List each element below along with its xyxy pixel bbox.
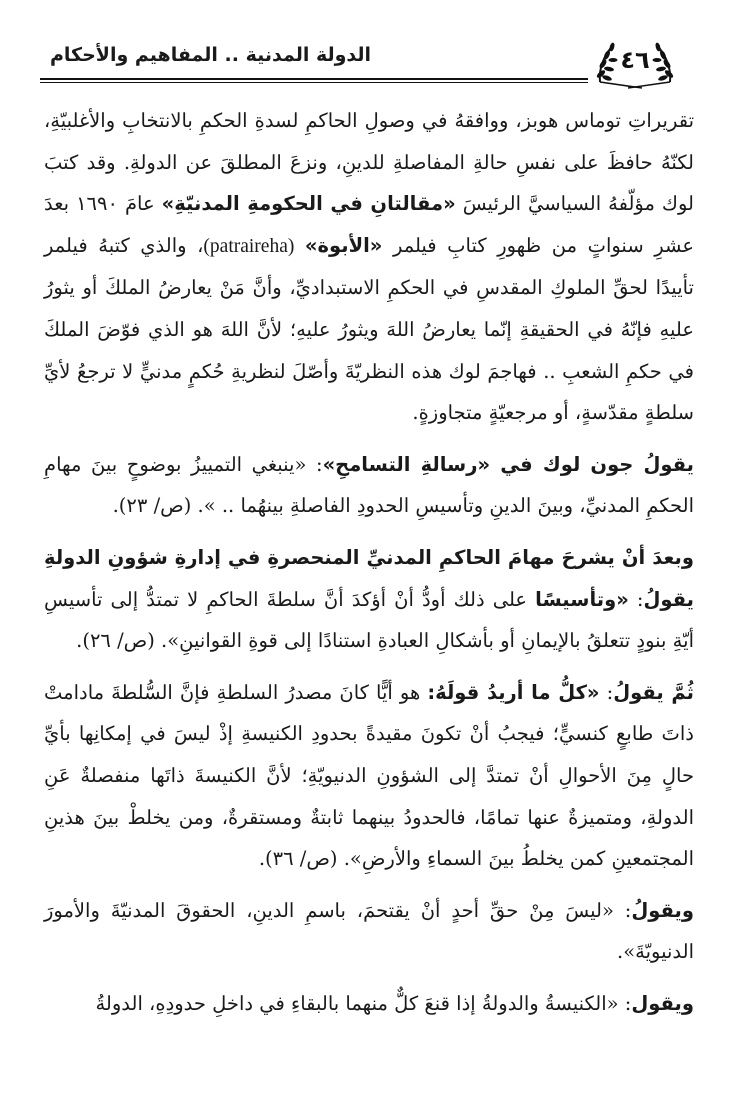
quote-text: هو أيًّا كانَ مصدرُ السلطةِ فإنَّ السُّلطةَ مادامتْ ذاتَ طابعٍ كنسيٍّ؛ فيجبُ أنْ تكونَ مقيدةً بحدودِ الكنيسةِ إذْ ليسَ في إمكانِها بأيِّ حالٍ مِنَ الأحوالِ أنْ تمتدَّ إلى الشؤونِ الدنيويّةِ؛ لأنَّ الكنيسةَ ذاتَها منفصلةٌ عَنِ الدولةِ، ومتميزةٌ عنها تمامًا، فالحدودُ بينهما ثابتةٌ ومستقرةٌ، ومن يخلطْ بينَ هذينِ المجتمعينِ كمن يخلطُ بينَ السماءِ والأرضِ». (ص/ ٣٦). [44, 680, 694, 871]
paragraph-civil-rights [44, 890, 694, 973]
text-run: : [599, 680, 614, 704]
quote-text: : «الكنيسةُ والدولةُ إذا قنعَ كلٌّ منهما بالبقاءِ في داخلِ حدودِهِ، الدولةُ [95, 991, 632, 1015]
header-rule [40, 78, 588, 80]
latin-title: (patraireha) [203, 235, 295, 257]
quote-text: على ذلك أودُّ أنْ أؤكدَ أنَّ سلطةَ الحاكمِ لا تمتدُّ إلى تأسيسِ أيّةِ بنودٍ تتعلقُ بالإيمانِ أو بأشكالِ العبادةِ استنادًا إلى قوةِ القوانينِ». (ص/ ٢٦). [44, 587, 694, 653]
paragraph-church-authority [44, 672, 694, 880]
paragraph-locke-filmer [44, 100, 694, 434]
book-title-patriarcha: «الأبوة» [304, 233, 383, 257]
paragraph-church-state [44, 983, 694, 1025]
quote-intro: ويقول [631, 991, 694, 1015]
book-title-two-treatises: «مقالتانِ في الحكومةِ المدنيّةِ» [161, 192, 456, 216]
quote-intro: وبعدَ أنْ يشرحَ مهامَ الحاكمِ المدنيِّ المنحصرةِ في إدارةِ شؤونِ الدولةِ يقولُ [44, 545, 694, 611]
text-run: : [628, 587, 644, 611]
paragraph-toleration-quote [44, 444, 694, 527]
page-header [40, 36, 678, 90]
quote-text: : «ينبغي التمييزُ بوضوحٍ بينَ مهامِ الحكمِ المدنيِّ، وبينَ الدينِ وتأسيسِ الحدودِ الفاصلةِ بينهُما .. ». (ص/ ٢٣). [44, 452, 694, 518]
text-run [294, 234, 305, 257]
quote-lead: «وتأسيسًا [535, 587, 629, 611]
quote-lead: «كلُّ ما أريدُ قولَهُ: [427, 680, 600, 704]
quote-intro: يقولُ جون لوك في «رسالةِ التسامحِ» [322, 452, 695, 476]
quote-intro: ثُمَّ يقولُ [613, 680, 694, 704]
body-text [44, 100, 694, 1024]
running-title: الدولة المدنية .. المفاهيم والأحكام [50, 44, 372, 66]
quote-text: : «ليسَ مِنْ حقِّ أحدٍ أنْ يقتحمَ، باسمِ الدينِ، الحقوقَ المدنيّةَ والأمورَ الدنيويّةَ». [44, 898, 694, 964]
quote-intro: ويقولُ [631, 898, 694, 922]
paragraph-ruler-duties [44, 537, 694, 662]
text-run: تقريراتِ توماس هوبز، ووافقهُ في وصولِ الحاكمِ لسدةِ الحكمِ بالانتخابِ والأغلبيّةِ، لكنّهُ حافظَ على نفسِ حالةِ المفاصلةِ للدينِ، ونزعَ المطلقَ عن الدولةِ. وقد كتبَ لوك مؤلّفهُ السياسيَّ الرئيسَ [44, 109, 694, 216]
page-number: ٤٦ [620, 46, 650, 74]
text-run: عامَ ١٦٩٠ بعدَ عشرِ سنواتٍ من ظهورِ كتابِ فيلمر [44, 192, 694, 257]
header-rule-thin [40, 82, 588, 83]
text-run: ، والذي كتبهُ فيلمر تأييدًا لحقِّ الملوكِ المقدسِ في الحكمِ الاستبداديِّ، وأنَّ مَنْ يعارضُ الملكَ أو يثورُ عليهِ فإنّهُ في الحقيقةِ إنّما يعارضُ اللهَ ويثورُ عليهِ؛ لأنَّ اللهَ هو الذي فوّضَ الملكَ في حكمِ الشعبِ .. فهاجمَ لوك هذه النظريّةَ وأصّلَ لنظريةِ حُكمٍ مدنيٍّ لا ترجعُ لأيِّ سلطةٍ مقدّسةٍ، أو مرجعيّةٍ متجاوزةٍ. [44, 233, 694, 425]
